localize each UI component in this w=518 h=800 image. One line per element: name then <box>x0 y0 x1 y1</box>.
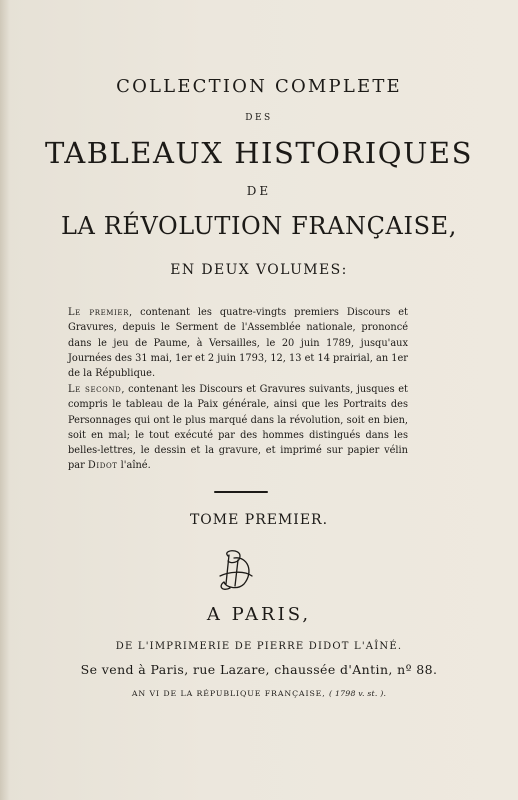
paragraph-second-printer: Didot <box>87 460 118 472</box>
paragraph-second <box>68 382 408 474</box>
paragraph-second-text: , contenant les Discours et Gravures suivants, jusques et compris le tableau de la Paix générale, ainsi que les Portraits des Personnages qui ont le plus marqué dans la révolution, soit en bien, soit en mal; le tout exécuté par des hommes distingués dans les belles-lettres, le dessin et la gravure, et imprimé sur papier vélin par <box>68 384 408 472</box>
paragraph-premier-text: , contenant les quatre-vingts premiers Discours et Gravures, depuis le Serment de l'Assemblée nationale, prononcé dans le jeu de Paume, à Versailles, le 20 juin 1789, jusqu'aux Journées des 31 mai, 1er et 2 juin 1793, 12, 13 et 14 prairial, an 1er de la République. <box>68 307 408 380</box>
heading-collection: COLLECTION COMPLETE <box>116 76 402 97</box>
volume-title: TOME PREMIER. <box>189 512 329 528</box>
paragraph-premier <box>68 305 408 381</box>
imprint-sold-at: Se vend à Paris, rue Lazare, chaussée d'Antin, nº 88. <box>80 662 438 677</box>
paragraph-second-lead: Le second <box>68 384 122 395</box>
imprint-date <box>0 689 518 698</box>
paragraph-second-end: l'aîné. <box>117 460 151 472</box>
heading-des: DES <box>245 113 273 123</box>
pd-monogram-icon <box>214 546 258 594</box>
imprint-printer: DE L'IMPRIMERIE DE PIERRE DIDOT L'AÎNÉ. <box>115 641 403 652</box>
heading-volumes: EN DEUX VOLUMES: <box>170 262 348 278</box>
paragraph-premier-lead: Le premier <box>68 307 129 318</box>
heading-revolution: LA RÉVOLUTION FRANÇAISE, <box>61 212 457 240</box>
divider-rule <box>214 491 268 493</box>
imprint-city: A PARIS, <box>206 604 312 625</box>
heading-tableaux: TABLEAUX HISTORIQUES <box>45 136 473 170</box>
imprint-date-year: AN VI DE LA RÉPUBLIQUE FRANÇAISE, <box>131 689 330 698</box>
heading-de: DE <box>246 184 272 198</box>
imprint-date-old-style: ( 1798 v. st. ). <box>329 689 387 698</box>
